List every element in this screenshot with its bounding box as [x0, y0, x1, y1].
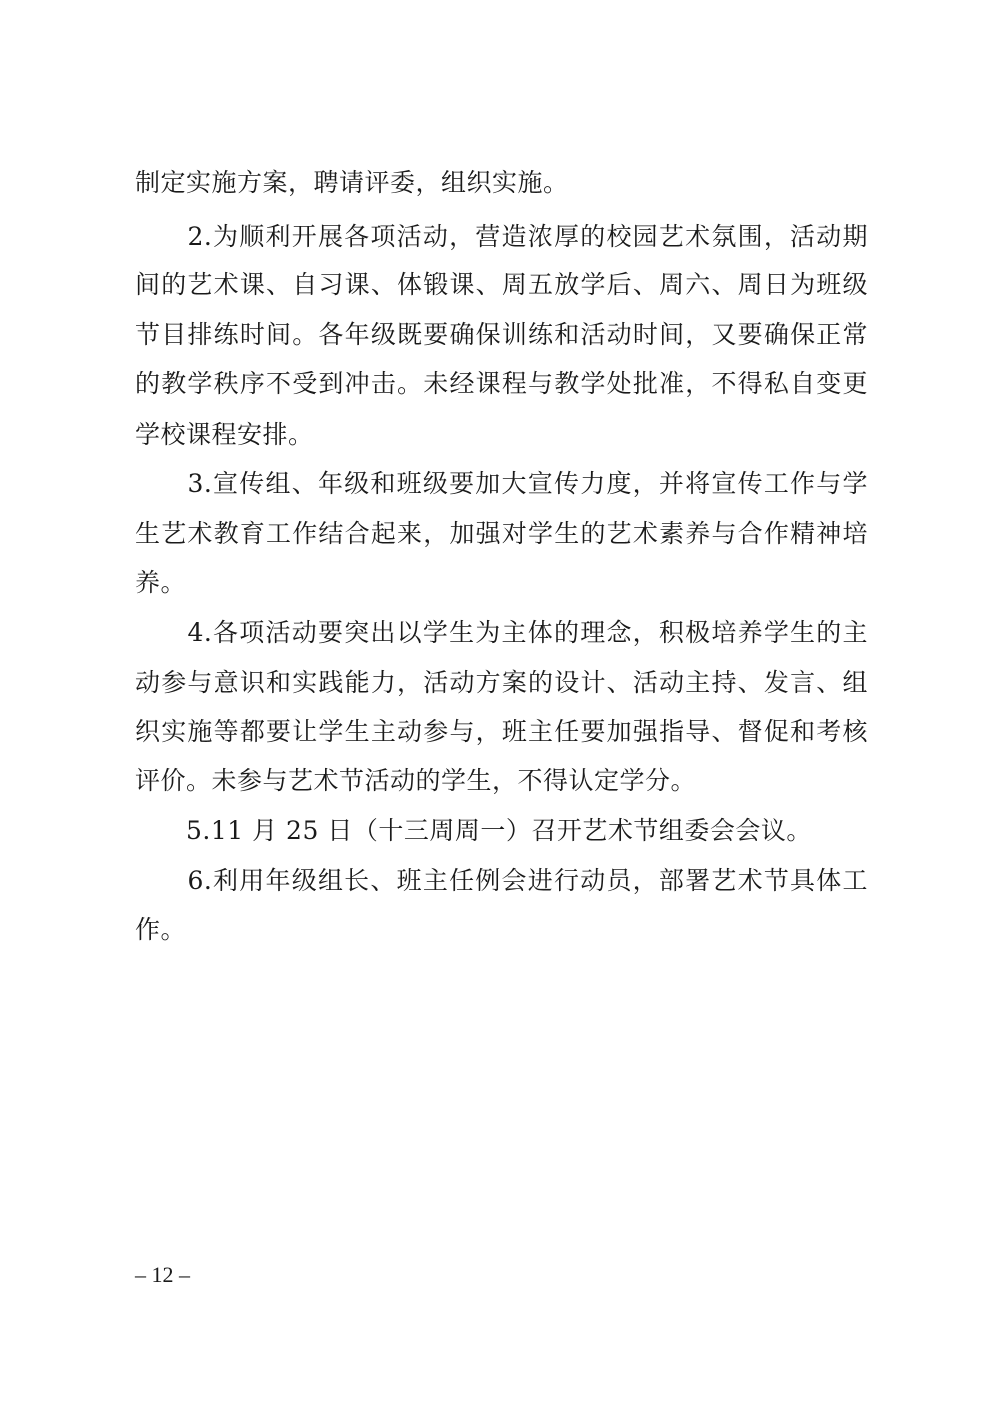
- paragraph-4-line-2: 动参与意识和实践能力，活动方案的设计、活动主持、发言、组: [135, 668, 868, 697]
- paragraph-1-line-1: 制定实施方案，聘请评委，组织实施。: [135, 168, 569, 197]
- paragraph-6-line-1: 6.利用年级组长、班主任例会进行动员，部署艺术节具体工: [135, 866, 868, 895]
- paragraph-3-line-3: 养。: [135, 568, 187, 597]
- paragraph-3-line-1: 3.宣传组、年级和班级要加大宣传力度，并将宣传工作与学: [135, 469, 868, 498]
- paragraph-2-line-4: 的教学秩序不受到冲击。未经课程与教学处批准，不得私自变更: [135, 369, 868, 398]
- paragraph-2-line-5: 学校课程安排。: [135, 420, 314, 449]
- paragraph-6-line-2: 作。: [135, 915, 187, 944]
- paragraph-2-line-2: 间的艺术课、自习课、体锻课、周五放学后、周六、周日为班级: [135, 270, 868, 299]
- paragraph-4-line-4: 评价。未参与艺术节活动的学生，不得认定学分。: [135, 766, 697, 795]
- paragraph-4-line-3: 织实施等都要让学生主动参与，班主任要加强指导、督促和考核: [135, 717, 868, 746]
- paragraph-2-line-1: 2.为顺利开展各项活动，营造浓厚的校园艺术氛围，活动期: [135, 222, 868, 251]
- paragraph-4-line-1: 4.各项活动要突出以学生为主体的理念，积极培养学生的主: [135, 618, 868, 647]
- paragraph-2-line-3: 节目排练时间。各年级既要确保训练和活动时间，又要确保正常: [135, 320, 868, 349]
- paragraph-5-line-1: 5.11 月 25 日（十三周周一）召开艺术节组委会会议。: [135, 816, 812, 845]
- paragraph-3-line-2: 生艺术教育工作结合起来，加强对学生的艺术素养与合作精神培: [135, 519, 868, 548]
- page-number: – 12 –: [135, 1262, 190, 1287]
